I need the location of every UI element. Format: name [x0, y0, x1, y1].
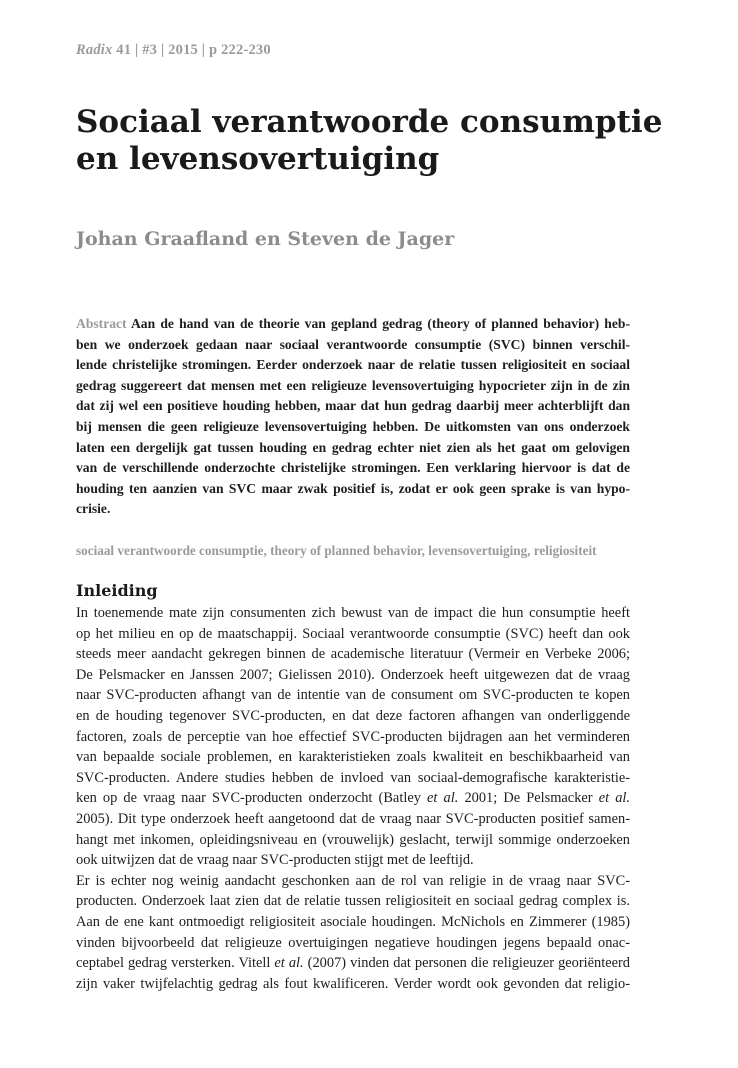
body-line: producten. Onderzoek laat zien dat de relatie tussen religiositeit en sociaal gedrag complex is. — [76, 893, 630, 910]
keywords: sociaal verantwoorde consumptie, theory of planned behavior, levensovertuiging, religiositeit — [76, 543, 597, 558]
body-line: steeds meer aandacht gekregen binnen de academische literatuur (Vermeir en Verbeke 2006; — [76, 646, 630, 663]
abstract-line: van de verschillende onderzochte christelijke stromingen. Een verklaring hiervoor is dat de — [76, 460, 630, 476]
article-title — [76, 104, 676, 178]
title-line-2: en levensovertuiging — [76, 141, 440, 177]
body-line: vinden bijvoorbeeld dat religieuze overtuigingen negatieve houdingen jegens bepaald onac- — [76, 934, 630, 951]
authors: Johan Graafland en Steven de Jager — [76, 228, 455, 250]
abstract-line: dat zij wel een positieve houding hebben, maar dat hun gedrag daarbij meer achterblijft dan — [76, 398, 630, 414]
body-line: Er is echter nog weinig aandacht geschonken aan de rol van religie in de vraag naar SVC- — [76, 872, 630, 889]
abstract — [76, 314, 630, 520]
body-line: en de houding tegenover SVC-producten, en dat deze factoren afhangen van onderliggende — [76, 707, 630, 724]
body-line: De Pelsmacker en Janssen 2007; Gielissen 2010). Onderzoek heeft uitgewezen dat de vraag — [76, 666, 630, 683]
body-line: ceptabel gedrag versterken. Vitell et al. (2007) vinden dat personen die religieuzer georiënteerd — [76, 955, 630, 972]
body-line: zijn vaker twijfelachtig gedrag als fout kwalificeren. Verder wordt ook gevonden dat religio- — [76, 975, 630, 992]
abstract-label: Abstract — [76, 316, 127, 331]
body-line: SVC-producten. Andere studies hebben de invloed van sociaal-demografische karakteristie- — [76, 769, 630, 786]
body-line: hangt met inkomen, opleidingsniveau en (vrouwelijk) geslacht, terwijl sommige onderzoeken — [76, 831, 630, 848]
body-line: ken op de vraag naar SVC-producten onderzocht (Batley et al. 2001; De Pelsmacker et al. — [76, 790, 630, 807]
body-line: ook uitwijzen dat de vraag naar SVC-producten stijgt met de leeftijd. — [76, 852, 474, 869]
abstract-line: lende christelijke stromingen. Eerder onderzoek naar de relatie tussen religiositeit en sociaal — [76, 357, 630, 373]
section-heading: Inleiding — [76, 581, 158, 600]
body-line: Aan de ene kant ontmoedigt religiositeit asociale houdingen. McNichols en Zimmerer (1985) — [76, 913, 630, 930]
body-line: naar SVC-producten afhangt van de intentie van de consument om SVC-producten te kopen — [76, 687, 630, 704]
body-line: 2005). Dit type onderzoek heeft aangetoond dat de vraag naar SVC-producten positief samen- — [76, 810, 630, 827]
abstract-line: gedrag suggereert dat mensen met een religieuze levensovertuiging hypocrieter zijn in de zin — [76, 377, 630, 393]
abstract-line: Abstract Aan de hand van de theorie van gepland gedrag (theory of planned behavior) heb- — [76, 316, 630, 331]
abstract-line: crisie. — [76, 501, 111, 517]
abstract-line: houding ten aanzien van SVC maar zwak positief is, zodat er ook geen sprake is van hypo- — [76, 480, 630, 496]
journal-name: Radix — [76, 42, 113, 58]
abstract-line: bij mensen die geen religieuze levensovertuiging hebben. De uitkomsten van ons onderzoek — [76, 418, 630, 434]
body-line: factoren, zoals de perceptie van hoe effectief SVC-producten bijdragen aan het verminderen — [76, 728, 630, 745]
abstract-line: ben we onderzoek gedaan naar sociaal verantwoorde consumptie (SVC) binnen verschil- — [76, 336, 630, 352]
abstract-line: laten een dergelijk gat tussen houding en gedrag echter niet zien als het gaat om gelovigen — [76, 439, 630, 455]
running-head — [76, 42, 271, 59]
body-line: van bepaalde sociale problemen, en karakteristieken zoals kwaliteit en beschikbaarheid van — [76, 749, 630, 766]
title-line-1: Sociaal verantwoorde consumptie — [76, 104, 663, 140]
body-line: In toenemende mate zijn consumenten zich bewust van de impact die hun consumptie heeft — [76, 605, 630, 621]
body-text — [76, 603, 630, 994]
body-line: op het milieu en op de maatschappij. Sociaal verantwoorde consumptie (SVC) heeft dan ook — [76, 625, 630, 642]
issue-info: 41 | #3 | 2015 | p 222-230 — [112, 42, 271, 58]
